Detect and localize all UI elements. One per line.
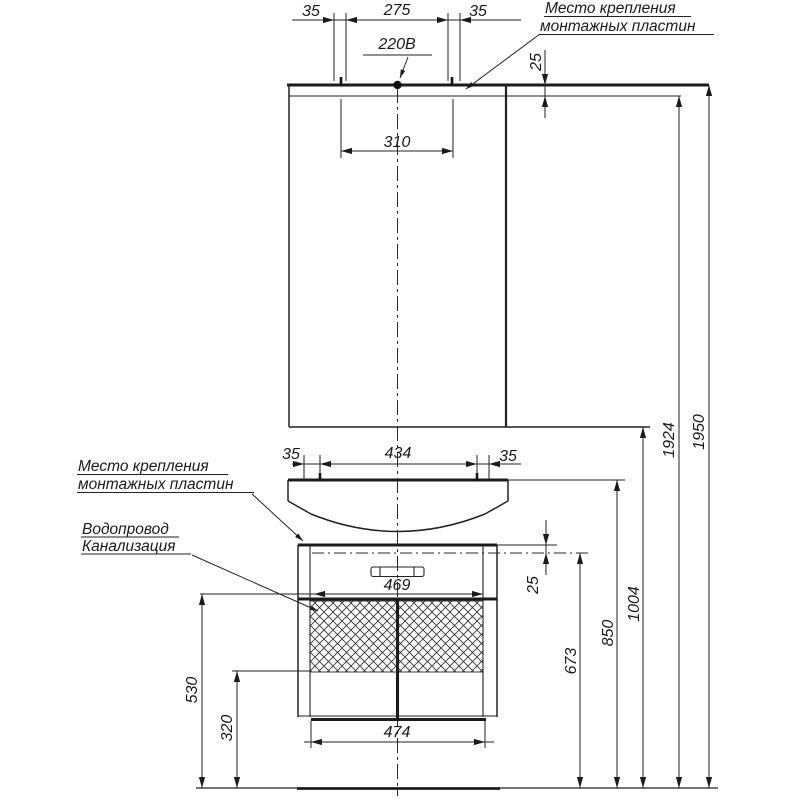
dim-label-673: 673	[563, 647, 580, 675]
dim-mirror-plate-height	[661, 96, 679, 788]
dim-cabinet-width	[304, 721, 494, 748]
dim-label-275: 275	[383, 2, 411, 19]
dim-total-height	[691, 85, 709, 788]
dim-mirror-bottom-height	[626, 427, 643, 788]
dim-label-850: 850	[600, 619, 617, 647]
dim-label-320: 320	[219, 714, 236, 742]
power-note	[363, 36, 432, 78]
plumbing-note	[81, 521, 318, 611]
mount-plate-top-line1: Место крепления	[545, 0, 676, 17]
plumbing-line1: Водопровод	[82, 521, 169, 538]
dim-label-474: 474	[383, 724, 411, 741]
dim-label-434: 434	[384, 445, 412, 462]
mount-plate-mid-line1: Место крепления	[78, 458, 209, 475]
dim-label-1004: 1004	[626, 586, 643, 622]
dim-label-310: 310	[383, 134, 411, 151]
mount-plate-mid-line2: монтажных пластин	[78, 476, 234, 493]
power-leader-line	[400, 57, 408, 78]
mirror-cabinet-outline	[287, 77, 709, 427]
dim-plate-height	[563, 553, 580, 788]
plumbing-leader	[192, 555, 318, 611]
dim-label-top-left-35: 35	[302, 3, 320, 20]
dim-label-25-top: 25	[528, 53, 545, 71]
dim-label-469: 469	[383, 577, 411, 594]
power-outlet-point	[393, 81, 401, 89]
dim-label-sink-right-35: 35	[499, 448, 517, 465]
dim-hatch-bottom-height	[219, 671, 310, 788]
mount-plate-mid-leader	[252, 494, 303, 541]
dim-label-top-right-35: 35	[469, 3, 487, 20]
power-label: 220В	[378, 36, 416, 53]
dim-label-530: 530	[184, 676, 201, 704]
dim-sink-offsets	[282, 445, 521, 479]
floor-line	[196, 788, 718, 789]
dim-drawer-span	[200, 577, 483, 594]
dim-label-25-mid: 25	[525, 576, 542, 594]
dim-label-1924: 1924	[661, 422, 678, 458]
mount-plate-top-line2: монтажных пластин	[540, 18, 696, 35]
mount-plate-note-top	[466, 0, 714, 89]
dim-cabinet-plate-inset	[525, 520, 546, 595]
vanity-cabinet-outline	[298, 545, 588, 720]
dim-hatch-top-height	[184, 594, 202, 788]
plumbing-line2: Канализация	[82, 538, 176, 555]
dim-label-1950: 1950	[691, 414, 708, 450]
dim-countertop-height	[508, 480, 625, 788]
dim-label-sink-left-35: 35	[282, 446, 300, 463]
